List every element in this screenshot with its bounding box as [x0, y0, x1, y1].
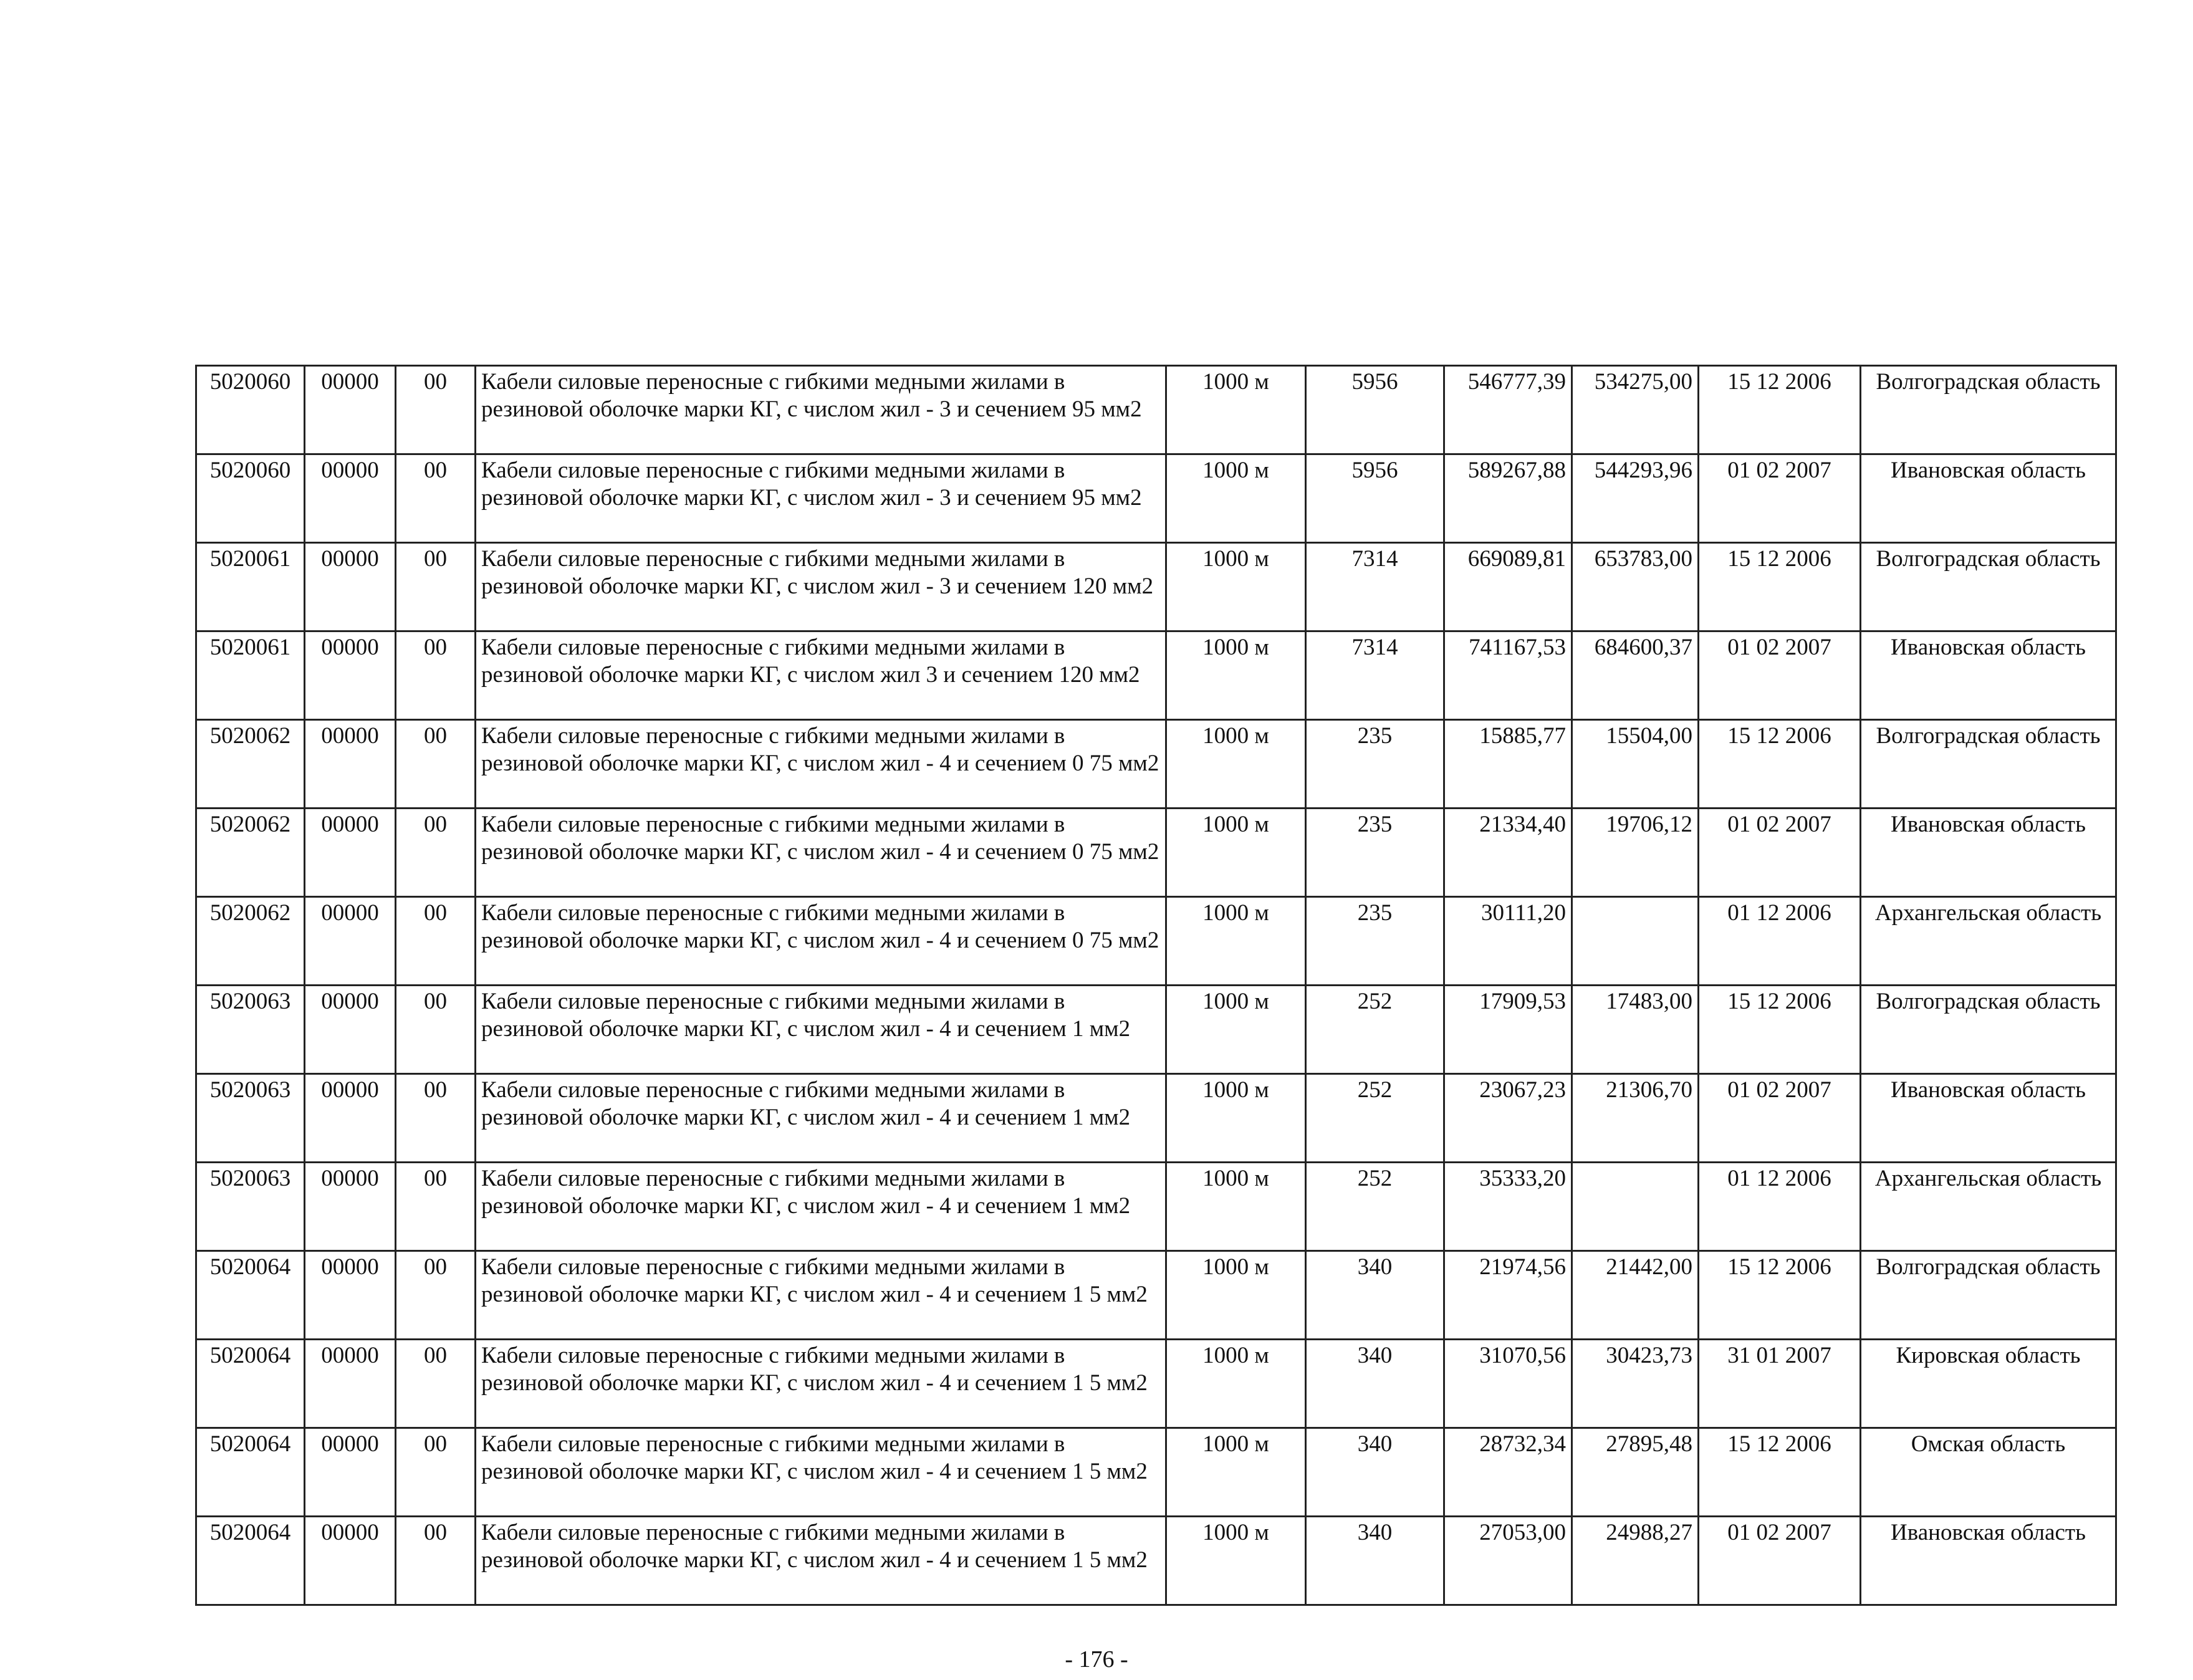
class-code: 00: [396, 1517, 476, 1605]
class-code: 00: [396, 543, 476, 631]
unit-of-measure: 1000 м: [1166, 1517, 1306, 1605]
sub-code: 00000: [305, 366, 396, 454]
price-cell: 28732,34: [1444, 1428, 1572, 1517]
unit-of-measure: 1000 м: [1166, 1340, 1306, 1428]
class-code: 00: [396, 986, 476, 1074]
price-cell: [1572, 1163, 1699, 1251]
product-code: 5020061: [196, 543, 305, 631]
date-cell: 01 12 2006: [1699, 897, 1861, 986]
table-row: [196, 631, 2116, 720]
sub-code: 00000: [305, 986, 396, 1074]
price-cell: 15504,00: [1572, 720, 1699, 809]
table-row: [196, 1163, 2116, 1251]
sub-code: 00000: [305, 543, 396, 631]
class-code: 00: [396, 720, 476, 809]
price-cell: 24988,27: [1572, 1517, 1699, 1605]
price-cell: 21306,70: [1572, 1074, 1699, 1163]
product-description: Кабели силовые переносные с гибкими медными жилами в резиновой оболочке марки КГ, с числом жил 3 и сечением 120 мм2: [476, 631, 1166, 720]
region-cell: Волгоградская область: [1861, 543, 2116, 631]
price-cell: 534275,00: [1572, 366, 1699, 454]
class-code: 00: [396, 1163, 476, 1251]
region-cell: Волгоградская область: [1861, 1251, 2116, 1340]
date-cell: 15 12 2006: [1699, 1251, 1861, 1340]
unit-of-measure: 1000 м: [1166, 809, 1306, 897]
date-cell: 15 12 2006: [1699, 1428, 1861, 1517]
unit-of-measure: 1000 м: [1166, 1163, 1306, 1251]
table-row: [196, 543, 2116, 631]
quantity: 252: [1306, 1074, 1444, 1163]
table-row: [196, 720, 2116, 809]
product-description: Кабели силовые переносные с гибкими медными жилами в резиновой оболочке марки КГ, с числом жил - 4 и сечением 0 75 мм2: [476, 720, 1166, 809]
class-code: 00: [396, 809, 476, 897]
table-row: [196, 986, 2116, 1074]
quantity: 235: [1306, 720, 1444, 809]
product-description: Кабели силовые переносные с гибкими медными жилами в резиновой оболочке марки КГ, с числом жил - 4 и сечением 1 5 мм2: [476, 1428, 1166, 1517]
quantity: 252: [1306, 1163, 1444, 1251]
product-description: Кабели силовые переносные с гибкими медными жилами в резиновой оболочке марки КГ, с числом жил - 4 и сечением 1 5 мм2: [476, 1517, 1166, 1605]
quantity: 340: [1306, 1340, 1444, 1428]
date-cell: 01 02 2007: [1699, 1074, 1861, 1163]
sub-code: 00000: [305, 1251, 396, 1340]
sub-code: 00000: [305, 1517, 396, 1605]
unit-of-measure: 1000 м: [1166, 897, 1306, 986]
unit-of-measure: 1000 м: [1166, 543, 1306, 631]
sub-code: 00000: [305, 1074, 396, 1163]
sub-code: 00000: [305, 1163, 396, 1251]
price-cell: 21442,00: [1572, 1251, 1699, 1340]
price-cell: 30423,73: [1572, 1340, 1699, 1428]
region-cell: Волгоградская область: [1861, 366, 2116, 454]
date-cell: 31 01 2007: [1699, 1340, 1861, 1428]
unit-of-measure: 1000 м: [1166, 1428, 1306, 1517]
table-row: [196, 1428, 2116, 1517]
product-description: Кабели силовые переносные с гибкими медными жилами в резиновой оболочке марки КГ, с числом жил - 4 и сечением 0 75 мм2: [476, 809, 1166, 897]
product-code: 5020064: [196, 1517, 305, 1605]
sub-code: 00000: [305, 897, 396, 986]
sub-code: 00000: [305, 631, 396, 720]
region-cell: Ивановская область: [1861, 809, 2116, 897]
quantity: 235: [1306, 809, 1444, 897]
class-code: 00: [396, 1074, 476, 1163]
region-cell: Волгоградская область: [1861, 986, 2116, 1074]
quantity: 340: [1306, 1251, 1444, 1340]
table-body: [196, 366, 2116, 1605]
date-cell: 15 12 2006: [1699, 366, 1861, 454]
date-cell: 15 12 2006: [1699, 986, 1861, 1074]
sub-code: 00000: [305, 1340, 396, 1428]
sub-code: 00000: [305, 720, 396, 809]
price-cell: 589267,88: [1444, 454, 1572, 543]
table-row: [196, 809, 2116, 897]
price-cell: 17909,53: [1444, 986, 1572, 1074]
table-row: [196, 1340, 2116, 1428]
unit-of-measure: 1000 м: [1166, 454, 1306, 543]
table-row: [196, 1517, 2116, 1605]
quantity: 252: [1306, 986, 1444, 1074]
product-code: 5020063: [196, 1163, 305, 1251]
sub-code: 00000: [305, 454, 396, 543]
table-row: [196, 897, 2116, 986]
product-description: Кабели силовые переносные с гибкими медными жилами в резиновой оболочке марки КГ, с числом жил - 4 и сечением 1 мм2: [476, 1074, 1166, 1163]
region-cell: Ивановская область: [1861, 454, 2116, 543]
sub-code: 00000: [305, 1428, 396, 1517]
price-cell: 19706,12: [1572, 809, 1699, 897]
unit-of-measure: 1000 м: [1166, 986, 1306, 1074]
quantity: 7314: [1306, 631, 1444, 720]
price-cell: 30111,20: [1444, 897, 1572, 986]
table-row: [196, 1074, 2116, 1163]
class-code: 00: [396, 631, 476, 720]
unit-of-measure: 1000 м: [1166, 1074, 1306, 1163]
product-description: Кабели силовые переносные с гибкими медными жилами в резиновой оболочке марки КГ, с числом жил - 3 и сечением 95 мм2: [476, 366, 1166, 454]
price-cell: 27895,48: [1572, 1428, 1699, 1517]
product-code: 5020060: [196, 454, 305, 543]
product-description: Кабели силовые переносные с гибкими медными жилами в резиновой оболочке марки КГ, с числом жил - 3 и сечением 95 мм2: [476, 454, 1166, 543]
price-cell: 741167,53: [1444, 631, 1572, 720]
region-cell: Ивановская область: [1861, 631, 2116, 720]
product-code: 5020064: [196, 1428, 305, 1517]
date-cell: 01 02 2007: [1699, 809, 1861, 897]
price-cell: 653783,00: [1572, 543, 1699, 631]
price-cell: 21334,40: [1444, 809, 1572, 897]
class-code: 00: [396, 454, 476, 543]
product-code: 5020063: [196, 986, 305, 1074]
price-cell: 684600,37: [1572, 631, 1699, 720]
date-cell: 01 02 2007: [1699, 454, 1861, 543]
price-cell: [1572, 897, 1699, 986]
product-description: Кабели силовые переносные с гибкими медными жилами в резиновой оболочке марки КГ, с числом жил - 4 и сечением 1 мм2: [476, 1163, 1166, 1251]
price-cell: 35333,20: [1444, 1163, 1572, 1251]
table-row: [196, 454, 2116, 543]
unit-of-measure: 1000 м: [1166, 720, 1306, 809]
unit-of-measure: 1000 м: [1166, 1251, 1306, 1340]
region-cell: Ивановская область: [1861, 1074, 2116, 1163]
class-code: 00: [396, 366, 476, 454]
product-code: 5020060: [196, 366, 305, 454]
product-code: 5020061: [196, 631, 305, 720]
price-cell: 23067,23: [1444, 1074, 1572, 1163]
quantity: 5956: [1306, 366, 1444, 454]
product-code: 5020064: [196, 1340, 305, 1428]
region-cell: Омская область: [1861, 1428, 2116, 1517]
region-cell: Кировская область: [1861, 1340, 2116, 1428]
quantity: 340: [1306, 1428, 1444, 1517]
sub-code: 00000: [305, 809, 396, 897]
page-number: - 176 -: [1065, 1646, 1128, 1673]
price-cell: 544293,96: [1572, 454, 1699, 543]
class-code: 00: [396, 1340, 476, 1428]
region-cell: Ивановская область: [1861, 1517, 2116, 1605]
price-table: [195, 365, 2117, 1606]
region-cell: Волгоградская область: [1861, 720, 2116, 809]
quantity: 7314: [1306, 543, 1444, 631]
price-cell: 546777,39: [1444, 366, 1572, 454]
product-description: Кабели силовые переносные с гибкими медными жилами в резиновой оболочке марки КГ, с числом жил - 4 и сечением 1 5 мм2: [476, 1340, 1166, 1428]
quantity: 235: [1306, 897, 1444, 986]
table-row: [196, 1251, 2116, 1340]
product-code: 5020063: [196, 1074, 305, 1163]
product-description: Кабели силовые переносные с гибкими медными жилами в резиновой оболочке марки КГ, с числом жил - 4 и сечением 1 мм2: [476, 986, 1166, 1074]
price-cell: 31070,56: [1444, 1340, 1572, 1428]
date-cell: 01 12 2006: [1699, 1163, 1861, 1251]
region-cell: Архангельская область: [1861, 1163, 2116, 1251]
product-code: 5020064: [196, 1251, 305, 1340]
product-code: 5020062: [196, 720, 305, 809]
price-cell: 17483,00: [1572, 986, 1699, 1074]
class-code: 00: [396, 897, 476, 986]
price-cell: 669089,81: [1444, 543, 1572, 631]
class-code: 00: [396, 1251, 476, 1340]
product-description: Кабели силовые переносные с гибкими медными жилами в резиновой оболочке марки КГ, с числом жил - 4 и сечением 0 75 мм2: [476, 897, 1166, 986]
quantity: 5956: [1306, 454, 1444, 543]
region-cell: Архангельская область: [1861, 897, 2116, 986]
price-cell: 15885,77: [1444, 720, 1572, 809]
product-description: Кабели силовые переносные с гибкими медными жилами в резиновой оболочке марки КГ, с числом жил - 3 и сечением 120 мм2: [476, 543, 1166, 631]
table-row: [196, 366, 2116, 454]
product-description: Кабели силовые переносные с гибкими медными жилами в резиновой оболочке марки КГ, с числом жил - 4 и сечением 1 5 мм2: [476, 1251, 1166, 1340]
date-cell: 15 12 2006: [1699, 543, 1861, 631]
unit-of-measure: 1000 м: [1166, 366, 1306, 454]
price-cell: 27053,00: [1444, 1517, 1572, 1605]
price-cell: 21974,56: [1444, 1251, 1572, 1340]
product-code: 5020062: [196, 897, 305, 986]
date-cell: 01 02 2007: [1699, 1517, 1861, 1605]
quantity: 340: [1306, 1517, 1444, 1605]
class-code: 00: [396, 1428, 476, 1517]
date-cell: 01 02 2007: [1699, 631, 1861, 720]
date-cell: 15 12 2006: [1699, 720, 1861, 809]
unit-of-measure: 1000 м: [1166, 631, 1306, 720]
product-code: 5020062: [196, 809, 305, 897]
